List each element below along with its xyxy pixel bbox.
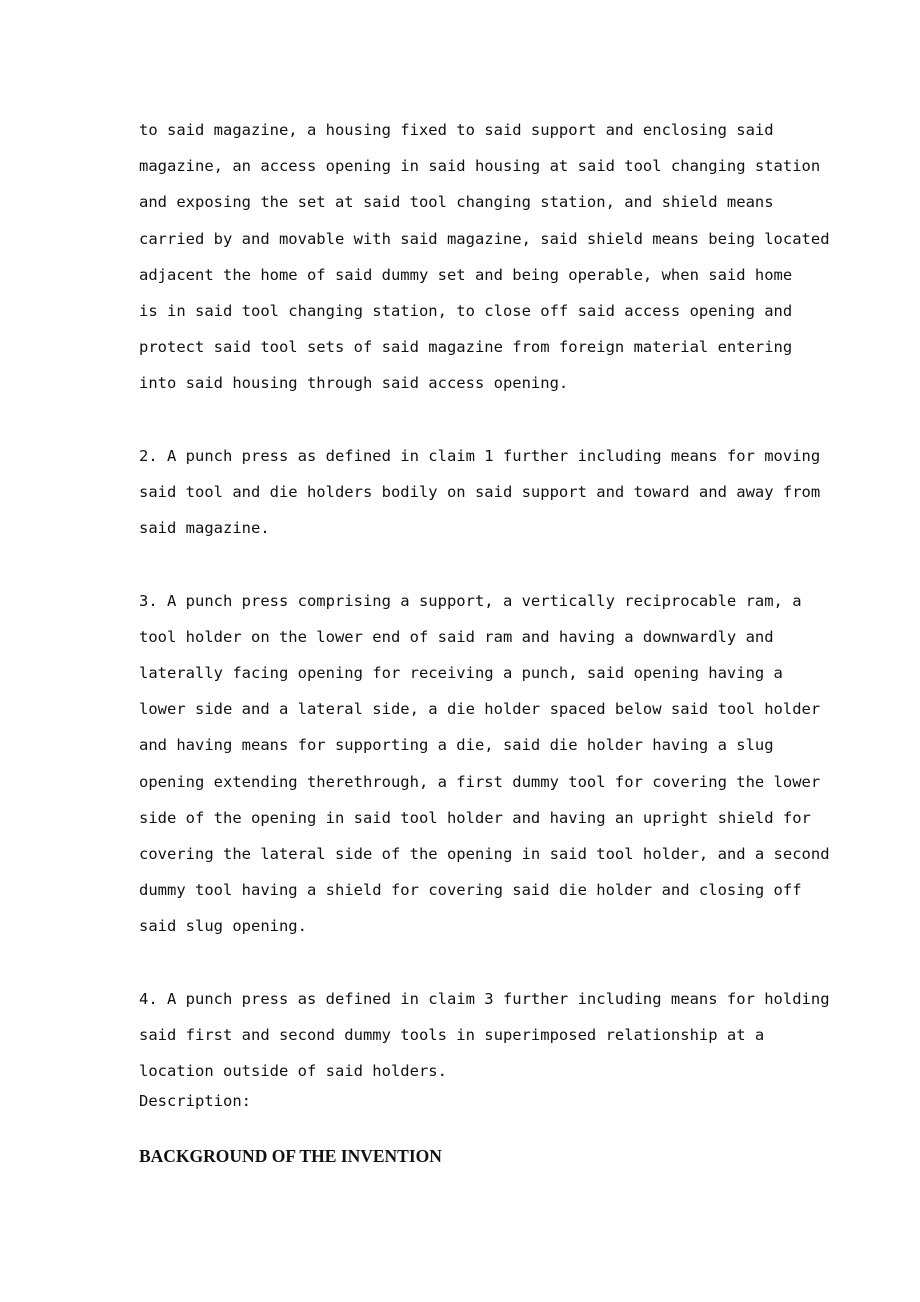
text-line: protect said tool sets of said magazine from foreign material entering — [139, 338, 793, 357]
text-line: said slug opening. — [139, 917, 307, 936]
text-line: covering the lateral side of the opening in said tool holder, and a second — [139, 845, 830, 864]
text-line: adjacent the home of said dummy set and being operable, when said home — [139, 265, 793, 284]
text-line: said magazine. — [139, 519, 270, 538]
text-line: lower side and a lateral side, a die holder spaced below said tool holder — [139, 700, 821, 719]
text-line: and exposing the set at said tool changing station, and shield means — [139, 193, 774, 212]
text-line: 2. A punch press as defined in claim 1 further including means for moving — [139, 446, 821, 465]
text-line: said tool and die holders bodily on said support and toward and away from — [139, 483, 821, 502]
claim-1-continued — [139, 112, 830, 402]
claim-3 — [139, 583, 830, 945]
text-line: and having means for supporting a die, said die holder having a slug — [139, 736, 774, 755]
text-line: opening extending therethrough, a first dummy tool for covering the lower — [139, 772, 821, 791]
text-line: laterally facing opening for receiving a punch, said opening having a — [139, 664, 783, 683]
text-line: tool holder on the lower end of said ram and having a downwardly and — [139, 627, 774, 646]
text-line: to said magazine, a housing fixed to said support and enclosing said — [139, 121, 774, 139]
text-line: carried by and movable with said magazine, said shield means being located — [139, 229, 830, 248]
text-line: 3. A punch press comprising a support, a vertically reciprocable ram, a — [139, 591, 802, 610]
paragraph-gap — [139, 402, 789, 438]
text-line: into said housing through said access opening. — [139, 374, 569, 393]
text-line: is in said tool changing station, to close off said access opening and — [139, 302, 793, 321]
document-body — [139, 112, 830, 1171]
text-line: 4. A punch press as defined in claim 3 further including means for holding — [139, 989, 830, 1008]
paragraph-gap — [139, 945, 789, 981]
text-line: location outside of said holders. — [139, 1062, 447, 1081]
claim-4 — [139, 981, 830, 1090]
text-line: said first and second dummy tools in superimposed relationship at a — [139, 1026, 765, 1045]
claim-2 — [139, 438, 821, 547]
paragraph-gap — [139, 546, 789, 582]
text-line: magazine, an access opening in said housing at said tool changing station — [139, 157, 821, 176]
text-line: dummy tool having a shield for covering said die holder and closing off — [139, 881, 802, 900]
text-line: side of the opening in said tool holder and having an upright shield for — [139, 808, 811, 827]
description-label: Description: — [139, 1092, 251, 1111]
section-heading: BACKGROUND OF THE INVENTION — [139, 1145, 442, 1166]
